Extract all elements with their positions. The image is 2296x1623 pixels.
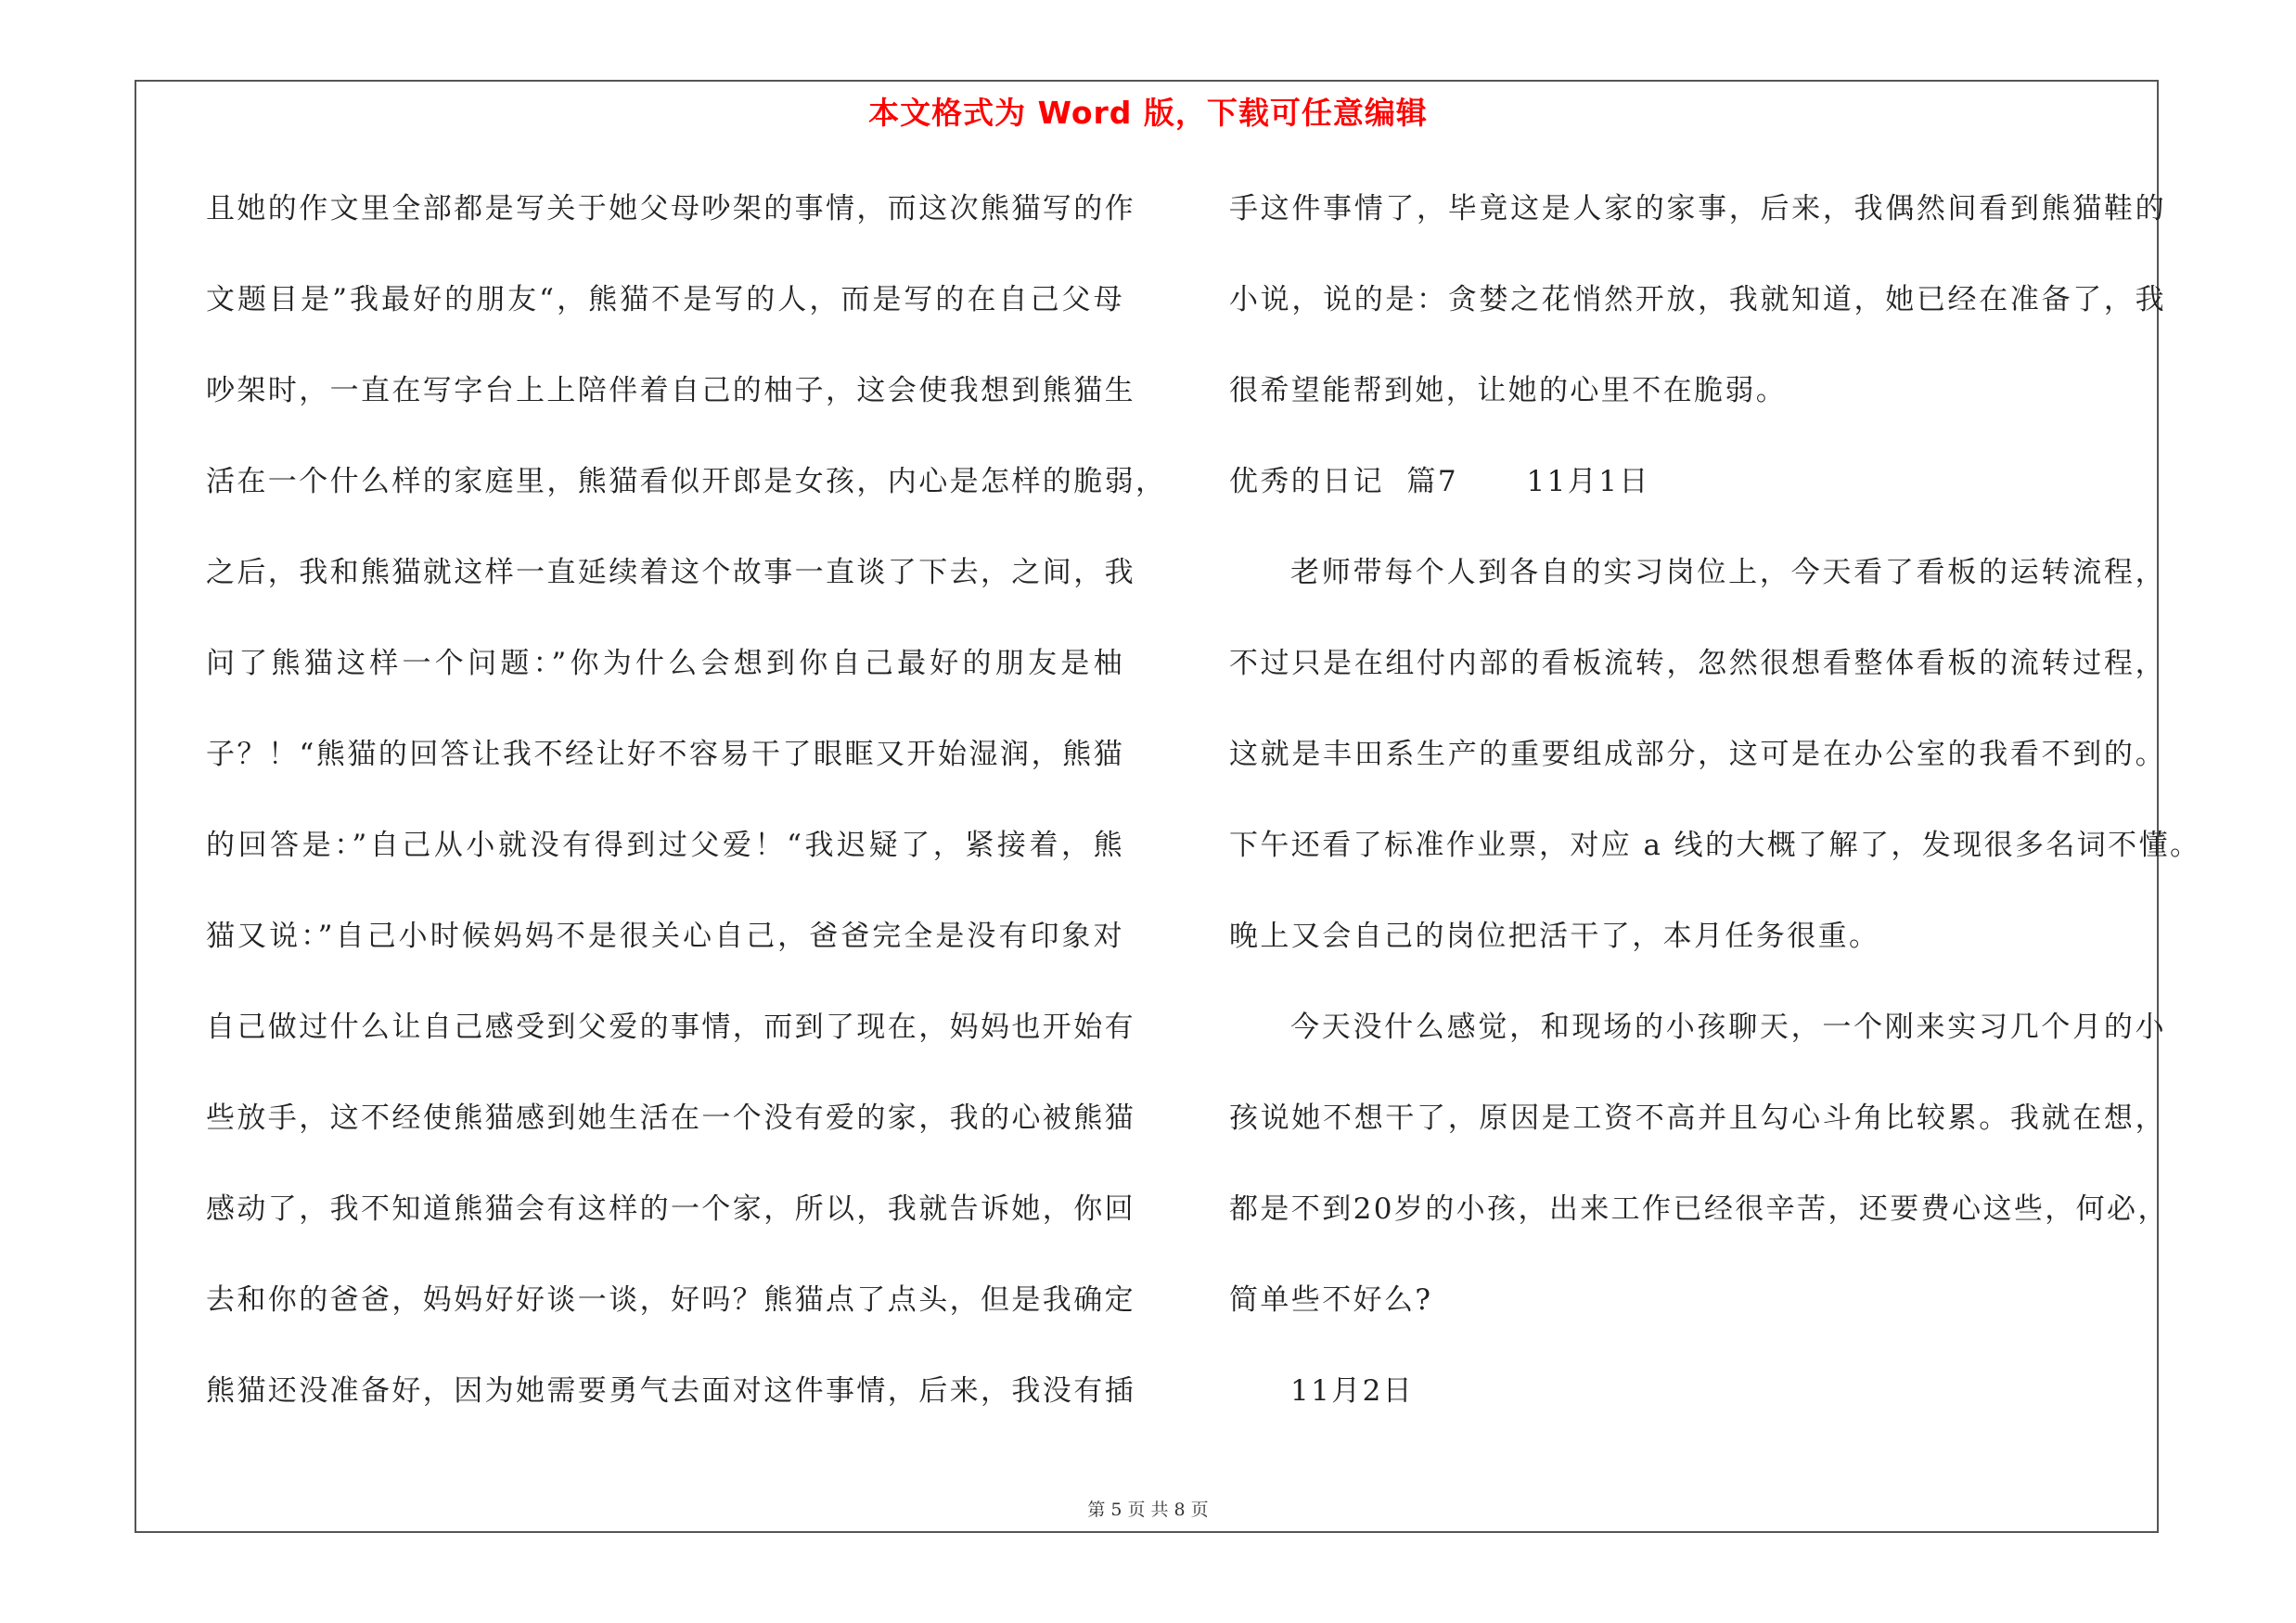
text-line: 孩说她不想干了，原因是工资不高并且勾心斗角比较累。我就在想， — [1229, 1101, 2166, 1135]
right-column — [1229, 186, 2201, 1459]
text-line: 小说，说的是：贪婪之花悄然开放，我就知道，她已经在准备了，我 — [1229, 283, 2166, 316]
text-line: 问了熊猫这样一个问题：”你为什么会想到你自己最好的朋友是柚 — [206, 647, 1124, 680]
text-line: 之后，我和熊猫就这样一直延续着这个故事一直谈了下去，之间，我 — [206, 556, 1135, 589]
left-column — [206, 186, 1167, 1459]
text-line: 晚上又会自己的岗位把活干了，本月任务很重。 — [1229, 920, 1880, 953]
text-line: 子？！“熊猫的回答让我不经让好不容易干了眼眶又开始湿润，熊猫 — [206, 738, 1124, 771]
text-line: 很希望能帮到她，让她的心里不在脆弱。 — [1229, 374, 1788, 407]
text-line: 些放手，这不经使熊猫感到她生活在一个没有爱的家，我的心被熊猫 — [206, 1101, 1135, 1135]
text-line: 感动了，我不知道熊猫会有这样的一个家，所以，我就告诉她，你回 — [206, 1192, 1135, 1226]
page-number-footer: 第 5 页 共 8 页 — [1087, 1500, 1209, 1520]
text-line: 去和你的爸爸，妈妈好好谈一谈，好吗？熊猫点了点头，但是我确定 — [206, 1283, 1135, 1317]
text-line: 今天没什么感觉，和现场的小孩聊天，一个刚来实习几个月的小 — [1290, 1011, 2166, 1044]
text-line: 活在一个什么样的家庭里，熊猫看似开郎是女孩，内心是怎样的脆弱， — [206, 465, 1167, 498]
text-line: 吵架时，一直在写字台上上陪伴着自己的柚子，这会使我想到熊猫生 — [206, 374, 1135, 407]
text-line: 简单些不好么? — [1229, 1283, 1433, 1317]
text-line: 的回答是：”自己从小就没有得到过父爱！“我迟疑了，紧接着，熊 — [206, 829, 1124, 862]
date-heading: 11月2日 — [1290, 1374, 1415, 1408]
text-line: 这就是丰田系生产的重要组成部分，这可是在办公室的我看不到的。 — [1229, 738, 2166, 771]
text-line: 且她的作文里全部都是写关于她父母吵架的事情，而这次熊猫写的作 — [206, 192, 1135, 225]
text-line: 熊猫还没准备好，因为她需要勇气去面对这件事情，后来，我没有插 — [206, 1374, 1135, 1408]
text-line: 手这件事情了，毕竟这是人家的家事，后来，我偶然间看到熊猫鞋的 — [1229, 192, 2166, 225]
text-line: 下午还看了标准作业票，对应 a 线的大概了解了，发现很多名词不懂。 — [1229, 829, 2201, 862]
text-line: 猫又说：”自己小时候妈妈不是很关心自己，爸爸完全是没有印象对 — [206, 920, 1124, 953]
section-heading: 优秀的日记 篇7 11月1日 — [1229, 465, 1650, 498]
text-line: 文题目是”我最好的朋友“，熊猫不是写的人，而是写的在自己父母 — [206, 283, 1124, 316]
text-line: 老师带每个人到各自的实习岗位上，今天看了看板的运转流程， — [1290, 556, 2166, 589]
format-banner: 本文格式为 Word 版，下载可任意编辑 — [868, 95, 1428, 131]
text-line: 都是不到20岁的小孩，出来工作已经很辛苦，还要费心这些，何必， — [1229, 1192, 2169, 1226]
text-line: 自己做过什么让自己感受到父爱的事情，而到了现在，妈妈也开始有 — [206, 1011, 1135, 1044]
text-line: 不过只是在组付内部的看板流转，忽然很想看整体看板的流转过程， — [1229, 647, 2166, 680]
